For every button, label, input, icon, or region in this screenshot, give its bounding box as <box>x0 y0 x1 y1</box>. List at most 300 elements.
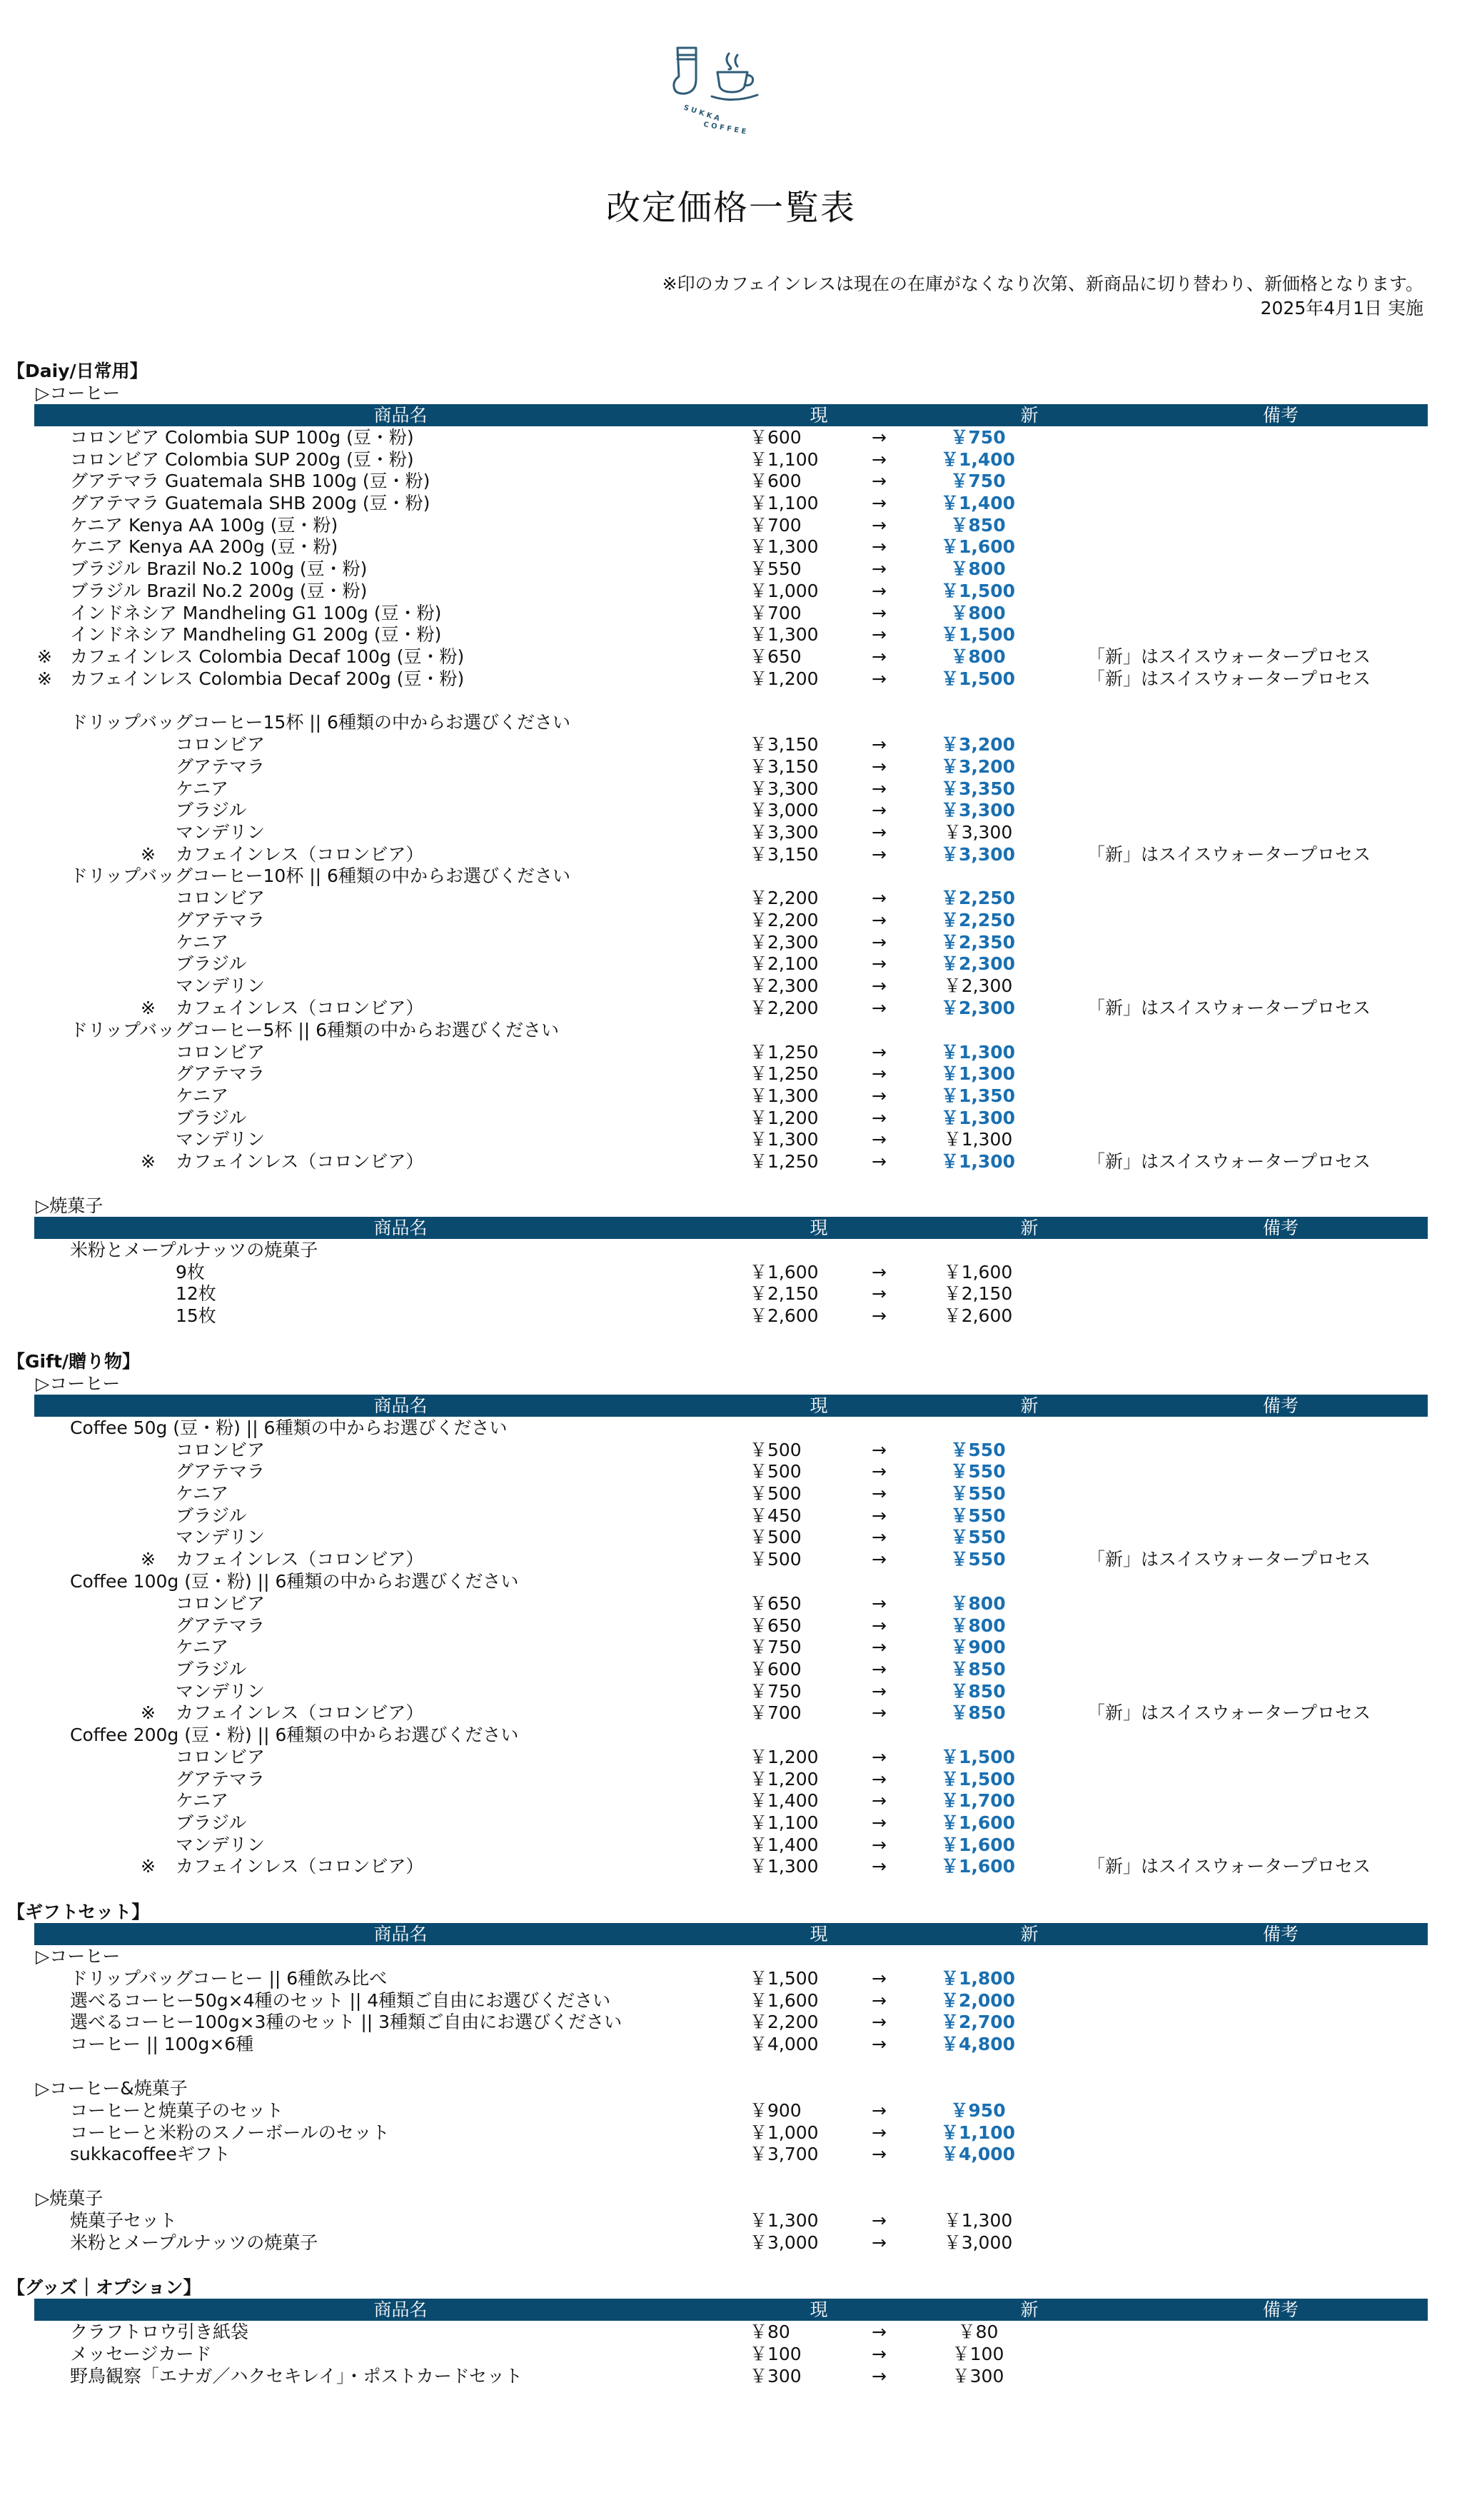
arrow-icon: → <box>872 1680 887 1702</box>
arrow-icon: → <box>872 2012 887 2033</box>
price-row <box>0 756 1462 778</box>
arrow-icon: → <box>872 2034 887 2055</box>
product-name: ケニア <box>176 1085 229 1106</box>
product-name: メッセージカード <box>70 2343 212 2364</box>
arrow-icon: → <box>872 997 887 1018</box>
arrow-icon: → <box>872 646 887 667</box>
current-price: ￥1,200 <box>750 1107 819 1128</box>
product-name: グアテマラ <box>176 1768 266 1789</box>
current-price: ￥1,250 <box>750 1041 819 1063</box>
header-remarks: 備考 <box>1262 1924 1299 1945</box>
arrow-icon: → <box>872 580 887 601</box>
price-row <box>0 1107 1462 1129</box>
arrow-icon: → <box>872 1658 887 1680</box>
current-price: ￥500 <box>750 1461 802 1482</box>
remark-text: 「新」はスイスウォータープロセス <box>1087 668 1371 689</box>
table-header <box>34 1923 1428 1945</box>
header-name: 商品名 <box>373 405 428 426</box>
new-price: ￥800 <box>950 558 1006 580</box>
arrow-icon: → <box>872 1261 887 1282</box>
current-price: ￥650 <box>750 1615 802 1636</box>
remark-text: 「新」はスイスウォータープロセス <box>1087 997 1371 1018</box>
price-row <box>0 1746 1462 1768</box>
remark-text: 「新」はスイスウォータープロセス <box>1087 1150 1371 1172</box>
current-price: ￥2,200 <box>750 997 819 1018</box>
price-row <box>0 1128 1462 1150</box>
new-price: ￥2,250 <box>940 910 1016 931</box>
price-row <box>0 2099 1462 2122</box>
arrow-icon: → <box>872 1790 887 1812</box>
group-title: Coffee 100g (豆・粉) || 6種類の中からお選びください <box>70 1570 519 1592</box>
arrow-icon: → <box>872 756 887 777</box>
product-name: コロンビア <box>176 1439 266 1460</box>
decaf-mark: ※ <box>141 1150 156 1172</box>
new-price: ￥750 <box>950 427 1006 448</box>
product-name: ケニア <box>176 1483 229 1505</box>
new-price: ￥1,600 <box>940 536 1016 558</box>
current-price: ￥300 <box>750 2365 802 2386</box>
product-name: ブラジル <box>176 800 247 821</box>
current-price: ￥3,000 <box>750 2232 819 2253</box>
decaf-mark: ※ <box>141 1702 156 1724</box>
arrow-icon: → <box>872 1063 887 1085</box>
group-title: 米粉とメープルナッツの焼菓子 <box>70 1239 318 1260</box>
decaf-mark: ※ <box>37 646 52 667</box>
new-price: ￥2,250 <box>940 888 1016 909</box>
price-row <box>0 2209 1462 2232</box>
current-price: ￥900 <box>750 2099 802 2121</box>
new-price: ￥800 <box>950 1592 1006 1614</box>
current-price: ￥3,300 <box>750 822 819 843</box>
spacer <box>0 1173 1462 1195</box>
price-row <box>0 1592 1462 1615</box>
remark-text: 「新」はスイスウォータープロセス <box>1087 646 1371 667</box>
current-price: ￥550 <box>750 558 802 580</box>
arrow-icon: → <box>872 734 887 756</box>
price-row <box>0 1261 1462 1283</box>
current-price: ￥1,000 <box>750 580 819 601</box>
current-price: ￥2,200 <box>750 2012 819 2033</box>
current-price: ￥1,300 <box>750 2209 819 2231</box>
price-row <box>0 821 1462 843</box>
price-row <box>0 623 1462 646</box>
group-title: ドリップバッグコーヒー15杯 || 6種類の中からお選びください <box>70 712 570 733</box>
price-row <box>0 602 1462 624</box>
price-row <box>0 778 1462 800</box>
current-price: ￥2,200 <box>750 888 819 909</box>
product-name: sukkacoffeeギフト <box>70 2144 231 2165</box>
arrow-icon: → <box>872 514 887 536</box>
new-price: ￥2,300 <box>940 953 1016 975</box>
current-price: ￥1,300 <box>750 536 819 558</box>
new-price: ￥900 <box>950 1637 1006 1658</box>
new-price: ￥750 <box>950 471 1006 492</box>
current-price: ￥1,600 <box>750 1261 819 1282</box>
header-new: 新 <box>1020 405 1039 426</box>
price-row <box>0 1439 1462 1461</box>
new-price: ￥2,300 <box>940 997 1016 1018</box>
product-name: 9枚 <box>176 1261 205 1282</box>
product-name: 焼菓子セット <box>70 2209 178 2231</box>
price-row <box>0 1460 1462 1482</box>
current-price: ￥80 <box>750 2321 790 2343</box>
product-name: 選べるコーヒー50g×4種のセット || 4種類ご自由にお選びください <box>70 1989 611 2011</box>
header-remarks: 備考 <box>1262 2299 1299 2321</box>
product-name: グアテマラ <box>176 1461 266 1482</box>
product-name: コロンビア <box>176 1041 266 1063</box>
header-remarks: 備考 <box>1262 1217 1299 1238</box>
svg-text:C O F F E E: C O F F E E <box>702 121 747 136</box>
arrow-icon: → <box>872 1702 887 1724</box>
arrow-icon: → <box>872 1439 887 1460</box>
price-row <box>0 1548 1462 1570</box>
current-price: ￥3,150 <box>750 843 819 865</box>
product-name: グアテマラ Guatemala SHB 200g (豆・粉) <box>70 493 430 514</box>
current-price: ￥1,200 <box>750 1768 819 1789</box>
arrow-icon: → <box>872 536 887 558</box>
new-price: ￥4,800 <box>940 2034 1016 2055</box>
arrow-icon: → <box>872 1527 887 1548</box>
subsection-title: ▷コーヒー&焼菓子 <box>36 2077 188 2099</box>
table-header <box>34 1217 1428 1239</box>
product-name: ケニア Kenya AA 200g (豆・粉) <box>70 536 338 558</box>
table-header <box>34 1395 1428 1417</box>
new-price: ￥2,350 <box>940 931 1016 953</box>
product-name: コロンビア Colombia SUP 200g (豆・粉) <box>70 448 414 470</box>
new-price: ￥1,300 <box>943 2209 1013 2231</box>
price-row <box>0 426 1462 448</box>
new-price: ￥850 <box>950 1680 1006 1702</box>
decaf-mark: ※ <box>37 668 52 689</box>
arrow-icon: → <box>872 1746 887 1767</box>
arrow-icon: → <box>872 2321 887 2343</box>
new-price: ￥1,600 <box>940 1856 1016 1877</box>
product-name: クラフトロウ引き紙袋 <box>70 2321 249 2343</box>
remark-text: 「新」はスイスウォータープロセス <box>1087 1856 1371 1877</box>
arrow-icon: → <box>872 953 887 975</box>
arrow-icon: → <box>872 1107 887 1128</box>
arrow-icon: → <box>872 2365 887 2386</box>
product-name: カフェインレス Colombia Decaf 200g (豆・粉) <box>70 668 465 689</box>
new-price: ￥800 <box>950 602 1006 623</box>
group-title: Coffee 50g (豆・粉) || 6種類の中からお選びください <box>70 1417 508 1438</box>
product-name: カフェインレス（コロンビア） <box>176 1856 424 1877</box>
product-name: 米粉とメープルナッツの焼菓子 <box>70 2232 318 2253</box>
product-name: 野鳥観察「エナガ／ハクセキレイ」・ポストカードセット <box>70 2365 523 2386</box>
current-price: ￥3,150 <box>750 756 819 777</box>
price-row <box>0 536 1462 558</box>
price-row <box>0 1282 1462 1305</box>
new-price: ￥1,500 <box>940 580 1016 601</box>
new-price: ￥950 <box>950 2099 1006 2121</box>
section-title: 【グッズ｜オプション】 <box>7 2277 201 2299</box>
new-price: ￥3,300 <box>940 800 1016 821</box>
remark-text: 「新」はスイスウォータープロセス <box>1087 1549 1371 1570</box>
price-row <box>0 2122 1462 2144</box>
product-name: ブラジル Brazil No.2 200g (豆・粉) <box>70 580 368 601</box>
current-price: ￥100 <box>750 2343 802 2364</box>
price-row <box>0 1658 1462 1680</box>
product-name: ケニア <box>176 778 229 799</box>
new-price: ￥1,700 <box>940 1790 1016 1812</box>
product-name: ブラジル <box>176 1107 247 1128</box>
current-price: ￥2,600 <box>750 1305 819 1326</box>
current-price: ￥450 <box>750 1505 802 1526</box>
arrow-icon: → <box>872 1505 887 1526</box>
arrow-icon: → <box>872 2343 887 2364</box>
product-name: ケニア Kenya AA 100g (豆・粉) <box>70 514 338 536</box>
product-name: 選べるコーヒー100g×3種のセット || 3種類ご自由にお選びください <box>70 2012 622 2033</box>
product-name: カフェインレス（コロンビア） <box>176 997 424 1018</box>
product-name: ブラジル <box>176 953 247 975</box>
new-price: ￥1,400 <box>940 448 1016 470</box>
new-price: ￥550 <box>950 1439 1006 1460</box>
header-current: 現 <box>810 1395 828 1416</box>
subsection-title: ▷コーヒー <box>36 1946 121 1967</box>
remark-text: 「新」はスイスウォータープロセス <box>1087 1702 1371 1724</box>
arrow-icon: → <box>872 1592 887 1614</box>
current-price: ￥3,300 <box>750 778 819 799</box>
arrow-icon: → <box>872 1150 887 1172</box>
table-header <box>34 2299 1428 2321</box>
arrow-icon: → <box>872 668 887 689</box>
header-current: 現 <box>810 2299 828 2321</box>
current-price: ￥700 <box>750 602 802 623</box>
price-row <box>0 997 1462 1019</box>
new-price: ￥1,500 <box>940 668 1016 689</box>
arrow-icon: → <box>872 448 887 470</box>
price-row <box>0 470 1462 492</box>
arrow-icon: → <box>872 843 887 865</box>
new-price: ￥1,300 <box>940 1063 1016 1085</box>
new-price: ￥550 <box>950 1483 1006 1505</box>
product-name: インドネシア Mandheling G1 100g (豆・粉) <box>70 602 442 623</box>
price-row <box>0 1482 1462 1505</box>
price-row <box>0 1789 1462 1812</box>
product-name: グアテマラ <box>176 756 266 777</box>
price-row <box>0 1636 1462 1658</box>
header-name: 商品名 <box>373 1217 428 1238</box>
arrow-icon: → <box>872 800 887 821</box>
product-name: グアテマラ <box>176 910 266 931</box>
product-name: カフェインレス（コロンビア） <box>176 843 424 865</box>
decaf-mark: ※ <box>141 997 156 1018</box>
product-name: カフェインレス Colombia Decaf 100g (豆・粉) <box>70 646 465 667</box>
price-row <box>0 558 1462 580</box>
product-name: コーヒー || 100g×6種 <box>70 2034 254 2055</box>
product-name: カフェインレス（コロンビア） <box>176 1549 424 1570</box>
new-price: ￥1,500 <box>940 1768 1016 1789</box>
price-row <box>0 1085 1462 1107</box>
new-price: ￥2,000 <box>940 1989 1016 2011</box>
current-price: ￥500 <box>750 1483 802 1505</box>
decaf-mark: ※ <box>141 843 156 865</box>
arrow-icon: → <box>872 471 887 492</box>
page-title: 改定価格一覧表 <box>605 188 856 228</box>
new-price: ￥850 <box>950 1658 1006 1680</box>
arrow-icon: → <box>872 1637 887 1658</box>
current-price: ￥3,700 <box>750 2144 819 2165</box>
new-price: ￥550 <box>950 1505 1006 1526</box>
price-row <box>0 1680 1462 1702</box>
price-row <box>0 1855 1462 1877</box>
price-row <box>0 2321 1462 2343</box>
new-price: ￥1,500 <box>940 1746 1016 1767</box>
price-table-content <box>0 360 1462 2386</box>
new-price: ￥1,800 <box>940 1968 1016 1989</box>
new-price: ￥1,300 <box>940 1041 1016 1063</box>
price-row <box>0 1041 1462 1063</box>
arrow-icon: → <box>872 1483 887 1505</box>
price-row <box>0 1063 1462 1085</box>
header-remarks: 備考 <box>1262 1395 1299 1416</box>
current-price: ￥1,200 <box>750 1746 819 1767</box>
current-price: ￥1,100 <box>750 448 819 470</box>
price-row <box>0 2033 1462 2055</box>
current-price: ￥500 <box>750 1439 802 1460</box>
arrow-icon: → <box>872 931 887 953</box>
new-price: ￥100 <box>952 2343 1004 2364</box>
arrow-icon: → <box>872 1283 887 1305</box>
current-price: ￥1,100 <box>750 493 819 514</box>
new-price: ￥2,300 <box>943 975 1013 997</box>
current-price: ￥4,000 <box>750 2034 819 2055</box>
product-name: カフェインレス（コロンビア） <box>176 1150 424 1172</box>
price-row <box>0 2011 1462 2033</box>
new-price: ￥4,000 <box>940 2144 1016 2165</box>
arrow-icon: → <box>872 888 887 909</box>
new-price: ￥3,350 <box>940 778 1016 799</box>
arrow-icon: → <box>872 1461 887 1482</box>
product-name: グアテマラ <box>176 1615 266 1636</box>
product-name: ブラジル <box>176 1658 247 1680</box>
new-price: ￥800 <box>950 1615 1006 1636</box>
product-name: ケニア <box>176 1637 229 1658</box>
price-row <box>0 843 1462 865</box>
new-price: ￥80 <box>957 2321 999 2343</box>
group-title: ドリップバッグコーヒー10杯 || 6種類の中からお選びください <box>70 865 570 887</box>
current-price: ￥750 <box>750 1680 802 1702</box>
price-row <box>0 2143 1462 2165</box>
subsection-title: ▷焼菓子 <box>36 2187 104 2209</box>
arrow-icon: → <box>872 427 887 448</box>
header-current: 現 <box>810 405 828 426</box>
price-row <box>0 668 1462 690</box>
arrow-icon: → <box>872 1768 887 1789</box>
price-row <box>0 1989 1462 2012</box>
product-name: マンデリン <box>176 1527 266 1548</box>
price-row <box>0 1768 1462 1790</box>
group-title: ドリップバッグコーヒー5杯 || 6種類の中からお選びください <box>70 1019 560 1040</box>
arrow-icon: → <box>872 2144 887 2165</box>
arrow-icon: → <box>872 975 887 997</box>
new-price: ￥1,400 <box>940 493 1016 514</box>
product-name: ブラジル Brazil No.2 100g (豆・粉) <box>70 558 368 580</box>
current-price: ￥2,300 <box>750 975 819 997</box>
new-price: ￥550 <box>950 1461 1006 1482</box>
header-current: 現 <box>810 1217 828 1238</box>
current-price: ￥1,400 <box>750 1834 819 1855</box>
new-price: ￥1,350 <box>940 1085 1016 1106</box>
price-row <box>0 1615 1462 1637</box>
current-price: ￥3,000 <box>750 800 819 821</box>
sukka-coffee-logo <box>667 39 775 139</box>
product-name: ブラジル <box>176 1812 247 1833</box>
current-price: ￥700 <box>750 514 802 536</box>
new-price: ￥1,100 <box>940 2122 1016 2143</box>
current-price: ￥1,400 <box>750 1790 819 1812</box>
section-title: 【ギフトセット】 <box>7 1902 150 1923</box>
product-name: マンデリン <box>176 1834 266 1855</box>
product-name: コロンビア <box>176 1746 266 1767</box>
new-price: ￥3,300 <box>943 822 1013 843</box>
new-price: ￥3,300 <box>940 843 1016 865</box>
arrow-icon: → <box>872 1856 887 1877</box>
product-name: 12枚 <box>176 1283 216 1305</box>
decaf-mark: ※ <box>141 1549 156 1570</box>
new-price: ￥550 <box>950 1549 1006 1570</box>
new-price: ￥1,600 <box>940 1812 1016 1833</box>
group-title: Coffee 200g (豆・粉) || 6種類の中からお選びください <box>70 1724 519 1745</box>
product-name: コロンビア Colombia SUP 100g (豆・粉) <box>70 427 414 448</box>
price-row <box>0 646 1462 668</box>
product-name: マンデリン <box>176 1129 266 1150</box>
product-name: グアテマラ Guatemala SHB 100g (豆・粉) <box>70 471 430 492</box>
price-row <box>0 799 1462 821</box>
product-name: コロンビア <box>176 1592 266 1614</box>
new-price: ￥550 <box>950 1527 1006 1548</box>
arrow-icon: → <box>872 910 887 931</box>
arrow-icon: → <box>872 1615 887 1636</box>
price-row <box>0 492 1462 514</box>
decaf-mark: ※ <box>141 1856 156 1877</box>
current-price: ￥2,100 <box>750 953 819 975</box>
arrow-icon: → <box>872 1305 887 1326</box>
price-row <box>0 1526 1462 1548</box>
current-price: ￥3,150 <box>750 734 819 756</box>
product-name: コーヒーと米粉のスノーボールのセット <box>70 2122 390 2143</box>
current-price: ￥2,200 <box>750 910 819 931</box>
current-price: ￥2,300 <box>750 931 819 953</box>
spacer <box>0 2165 1462 2187</box>
table-header <box>34 404 1428 426</box>
new-price: ￥2,600 <box>943 1305 1013 1326</box>
product-name: コロンビア <box>176 888 266 909</box>
current-price: ￥1,250 <box>750 1063 819 1085</box>
arrow-icon: → <box>872 2122 887 2143</box>
arrow-icon: → <box>872 1812 887 1833</box>
price-row <box>0 1967 1462 1989</box>
current-price: ￥650 <box>750 646 802 667</box>
price-row <box>0 1305 1462 1327</box>
product-name: ケニア <box>176 1790 229 1812</box>
new-price: ￥1,600 <box>943 1261 1013 1282</box>
product-name: ブラジル <box>176 1505 247 1526</box>
price-row <box>0 2365 1462 2387</box>
new-price: ￥1,300 <box>943 1129 1013 1150</box>
arrow-icon: → <box>872 493 887 514</box>
subsection-title: ▷コーヒー <box>36 383 121 403</box>
current-price: ￥1,200 <box>750 668 819 689</box>
price-row <box>0 514 1462 536</box>
current-price: ￥750 <box>750 1637 802 1658</box>
current-price: ￥600 <box>750 1658 802 1680</box>
decaf-notice: ※印のカフェインレスは現在の在庫がなくなり次第、新商品に切り替わり、新価格となります。 <box>662 273 1423 294</box>
price-row <box>0 1702 1462 1724</box>
header-new: 新 <box>1020 1217 1039 1238</box>
new-price: ￥800 <box>950 646 1006 667</box>
arrow-icon: → <box>872 2209 887 2231</box>
